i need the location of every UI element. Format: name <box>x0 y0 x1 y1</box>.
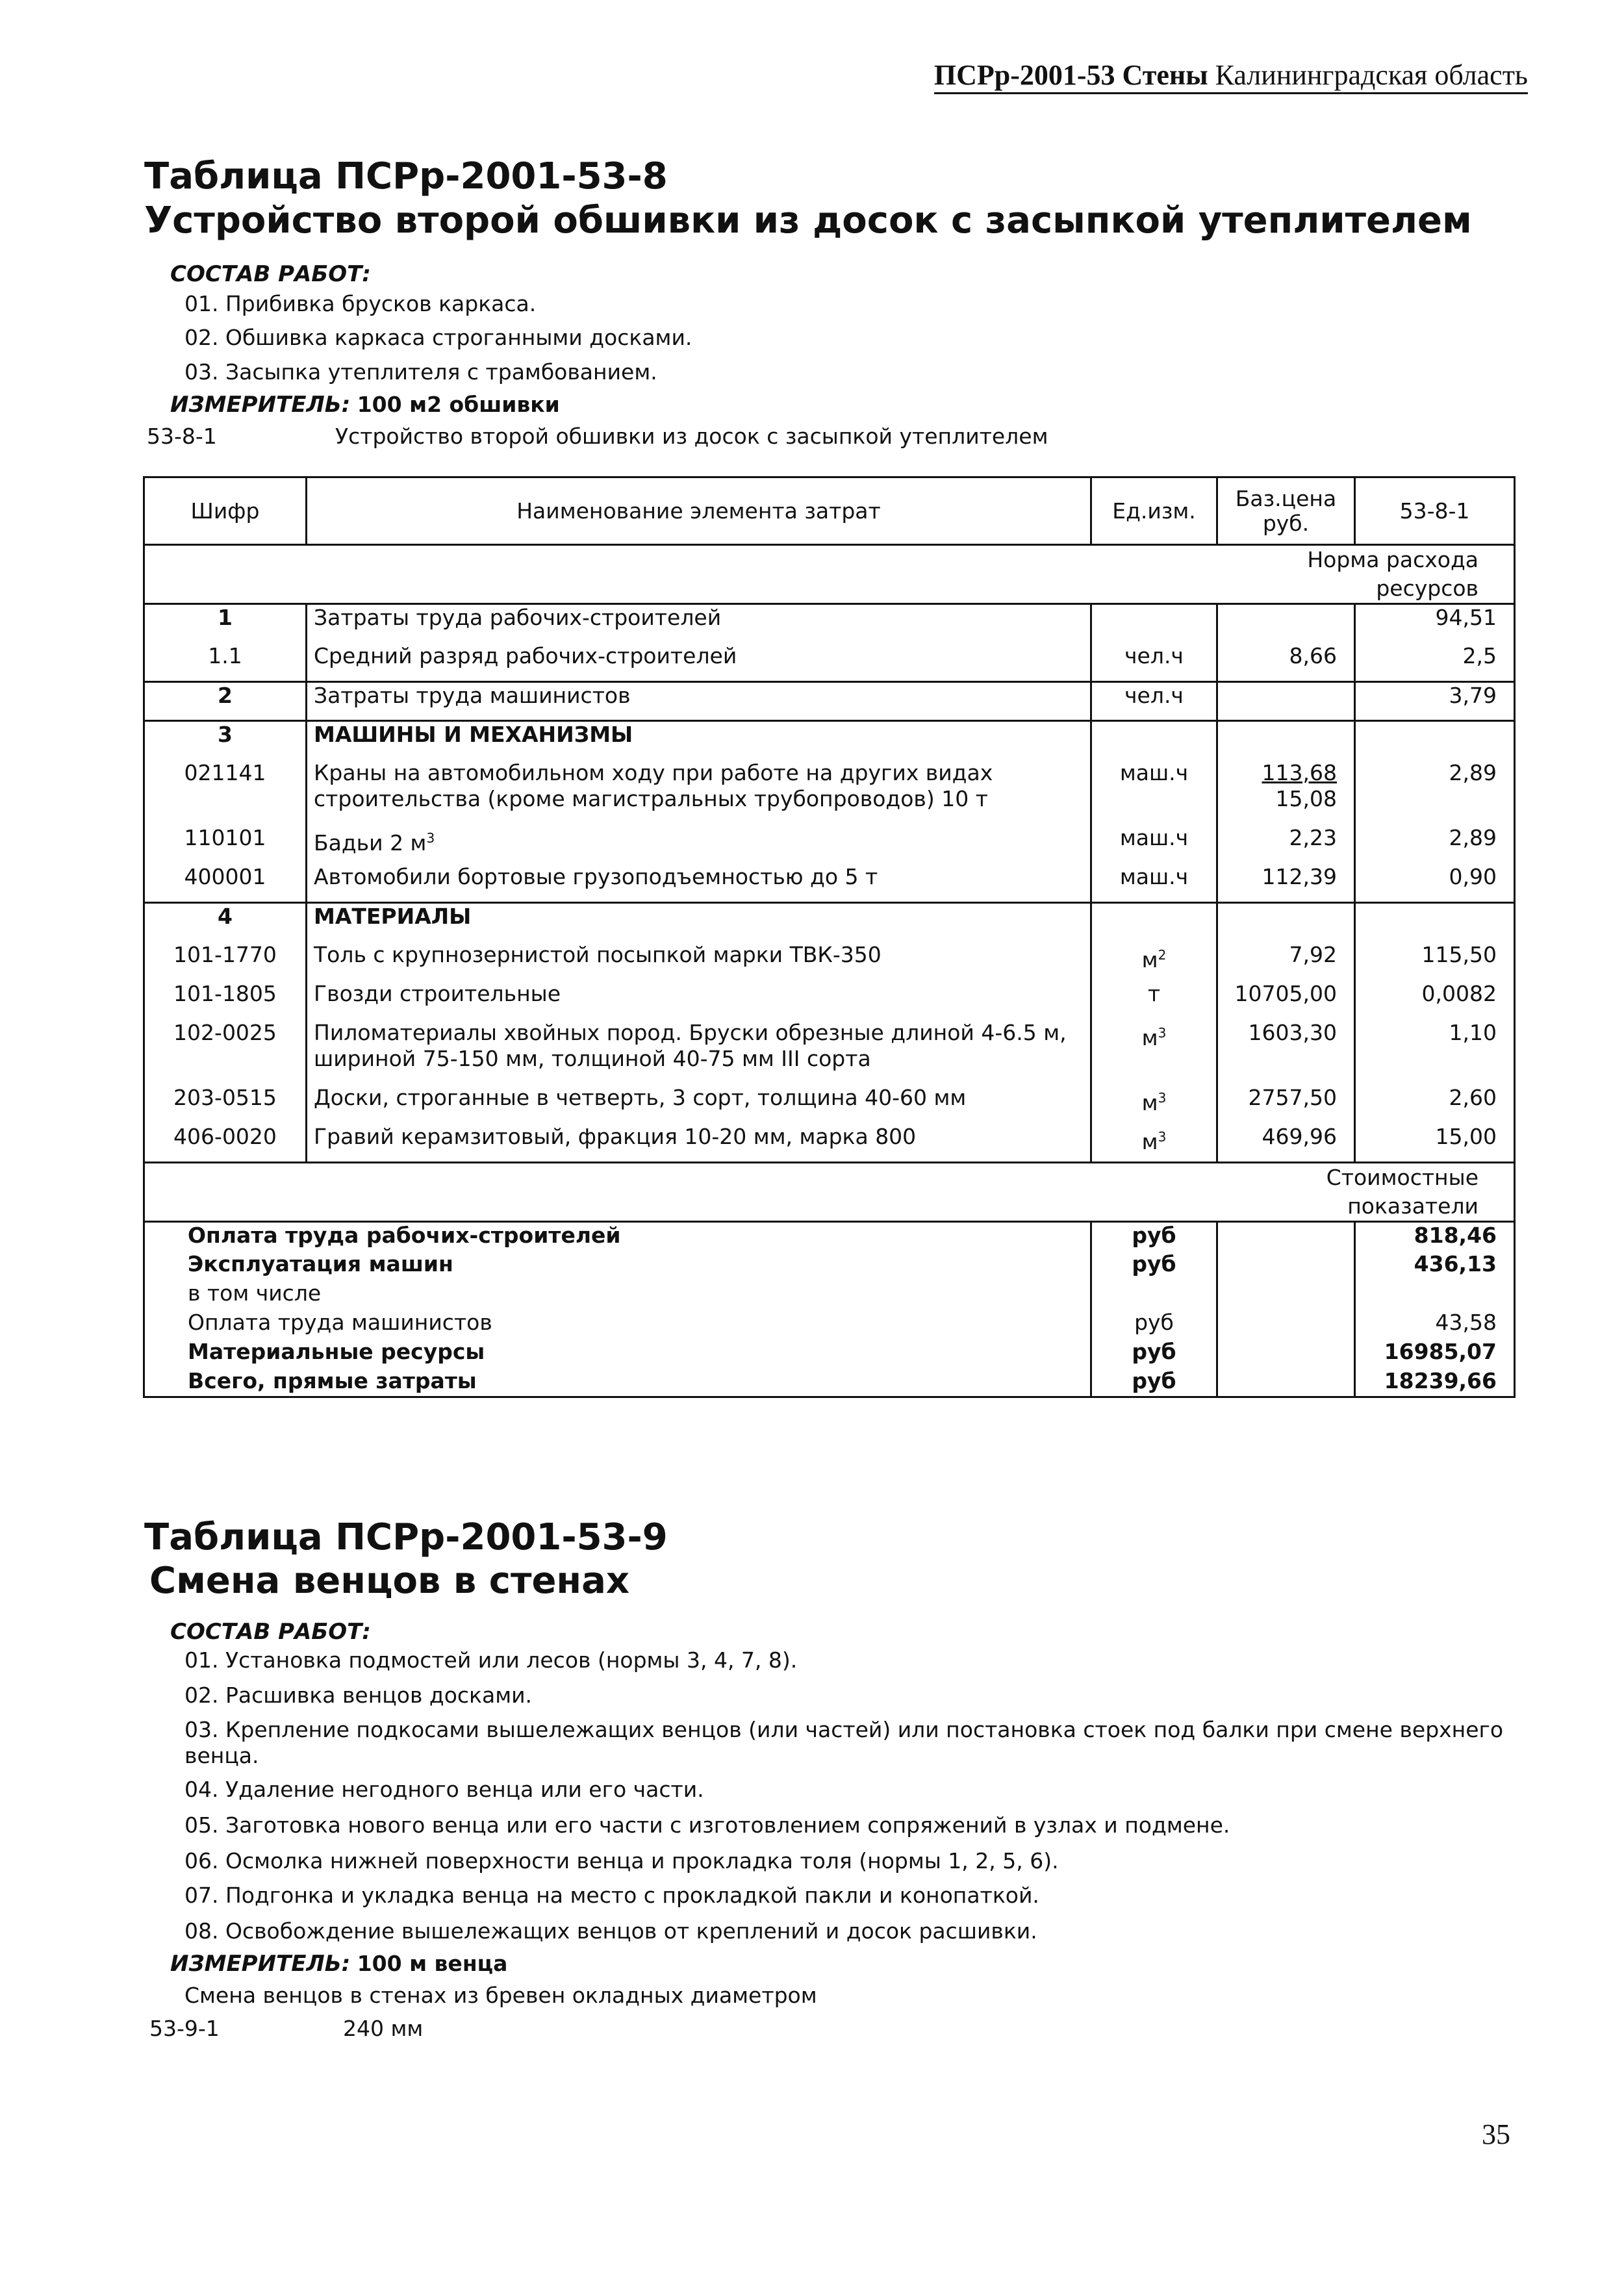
table9-work-3-cont: венца. <box>184 1743 259 1768</box>
cost-row: Оплата труда машинистов руб 43,58 <box>144 1310 1515 1339</box>
table9-work-4: 04. Удаление негодного венца или его части. <box>184 1777 704 1802</box>
col-header-name: Наименование элемента затрат <box>307 477 1091 545</box>
table-row: 102-0025 Пиломатериалы хвойных пород. Бруски обрезные длиной 4-6.5 м, шириной 75-150 мм, толщиной 40-75 мм III сорта $м^3$ 1603,30 1,10 <box>144 1020 1515 1085</box>
cost-row-total: Всего, прямые затраты руб 18239,66 <box>144 1368 1515 1397</box>
table9-code: 53-9-1 <box>149 2016 220 2041</box>
table8-work-3: 03. Засыпка утеплителя с трамбованием. <box>184 359 657 385</box>
table8-meter-label: ИЗМЕРИТЕЛЬ: <box>170 392 351 418</box>
table9-meter-label: ИЗМЕРИТЕЛЬ: <box>170 1951 351 1977</box>
table9-work-5: 05. Заготовка нового венца или его части с изготовлением сопряжений в узлах и подмене. <box>184 1812 1230 1838</box>
table8-code: 53-8-1 <box>147 424 217 449</box>
table8-meter-value: 100 м2 обшивки <box>357 392 560 417</box>
table-row: 406-0020 Гравий керамзитовый, фракция 10-20 мм, марка 800 $м^3$ 469,96 15,00 <box>144 1124 1515 1163</box>
table9-work-label: СОСТАВ РАБОТ: <box>170 1619 371 1645</box>
table9-meter <box>170 1951 507 1977</box>
table-row: 2 Затраты труда машинистов чел.ч 3,79 <box>144 682 1515 721</box>
cost-row: Эксплуатация машин руб 436,13 <box>144 1251 1515 1280</box>
table-row: 021141 Краны на автомобильном ходу при работе на других видах строительства (кроме магистральных трубопроводов) 10 т маш.ч 113,68 15,08 2,89 <box>144 760 1515 825</box>
cost-row: в том числе <box>144 1280 1515 1310</box>
table9-code-value: 240 мм <box>343 2016 424 2041</box>
norm-section-title: Норма расхода ресурсов <box>1217 545 1515 604</box>
table8-work-1: 01. Прибивка брусков каркаса. <box>184 291 537 316</box>
table-row: 101-1770 Толь с крупнозернистой посыпкой марки ТВК-350 $м^2$ 7,92 115,50 <box>144 942 1515 981</box>
cost-row: Материальные ресурсы руб 16985,07 <box>144 1339 1515 1368</box>
table-row: 1.1 Средний разряд рабочих-строителей чел.ч 8,66 2,5 <box>144 643 1515 682</box>
header-code: ПСРр-2001-53 Стены <box>933 59 1208 91</box>
cost-section-row <box>144 1163 1515 1222</box>
table9-work-1: 01. Установка подмостей или лесов (нормы 3, 4, 7, 8). <box>184 1647 798 1673</box>
cost-section-title: Стоимостные показатели <box>1217 1163 1515 1222</box>
resource-table <box>143 476 1516 1398</box>
table-row: 4 МАТЕРИАЛЫ <box>144 903 1515 942</box>
table8-meter <box>170 392 560 418</box>
table8-code-desc: Устройство второй обшивки из досок с засыпкой утеплителем <box>335 424 1048 449</box>
header-region: Калининградская область <box>1215 59 1528 91</box>
col-header-unit: Ед.изм. <box>1091 477 1217 545</box>
table8-work-label: СОСТАВ РАБОТ: <box>170 261 371 287</box>
table9-work-3: 03. Крепление подкосами вышележащих венцов (или частей) или постановка стоек под балки при смене верхнего <box>184 1717 1504 1742</box>
table9-work-7: 07. Подгонка и укладка венца на место с прокладкой пакли и конопаткой. <box>184 1883 1039 1908</box>
table8-work-2: 02. Обшивка каркаса строганными досками. <box>184 325 692 350</box>
col-header-price-l2: руб. <box>1262 510 1310 536</box>
page-number: 35 <box>1482 2118 1510 2150</box>
table-row: 1 Затраты труда рабочих-строителей 94,51 <box>144 604 1515 643</box>
norm-section-row <box>144 545 1515 604</box>
table-row: 400001 Автомобили бортовые грузоподъемностью до 5 т маш.ч 112,39 0,90 <box>144 864 1515 903</box>
table9-meter-value: 100 м венца <box>357 1951 508 1976</box>
table8-subtitle: Устройство второй обшивки из досок с засыпкой утеплителем <box>144 199 1472 242</box>
table9-work-8: 08. Освобождение вышележащих венцов от креплений и досок расшивки. <box>184 1918 1037 1944</box>
col-header-code: 53-8-1 <box>1355 477 1515 545</box>
table9-title: Таблица ПСРр-2001-53-9 <box>144 1516 668 1558</box>
col-header-price-l1: Баз.цена <box>1235 485 1337 511</box>
table9-subtitle: Смена венцов в стенах <box>149 1560 630 1602</box>
cost-row: Оплата труда рабочих-строителей руб 818,46 <box>144 1222 1515 1251</box>
table-row: 110101 Бадьи 2 $м^3$ маш.ч 2,23 2,89 <box>144 825 1515 864</box>
table-row: 203-0515 Доски, строганные в четверть, 3 сорт, толщина 40-60 мм $м^3$ 2757,50 2,60 <box>144 1085 1515 1124</box>
col-header-price <box>1217 477 1355 545</box>
table9-work-2: 02. Расшивка венцов досками. <box>184 1683 533 1708</box>
table9-desc: Смена венцов в стенах из бревен окладных диаметром <box>184 1983 817 2008</box>
table-row: 101-1805 Гвозди строительные т 10705,00 0,0082 <box>144 981 1515 1020</box>
table9-work-6: 06. Осмолка нижней поверхности венца и прокладка толя (нормы 1, 2, 5, 6). <box>184 1848 1059 1873</box>
page-header <box>934 60 1528 94</box>
table8-title: Таблица ПСРр-2001-53-8 <box>144 155 668 197</box>
col-header-cipher: Шифр <box>144 477 307 545</box>
table-row: 3 МАШИНЫ И МЕХАНИЗМЫ <box>144 721 1515 760</box>
